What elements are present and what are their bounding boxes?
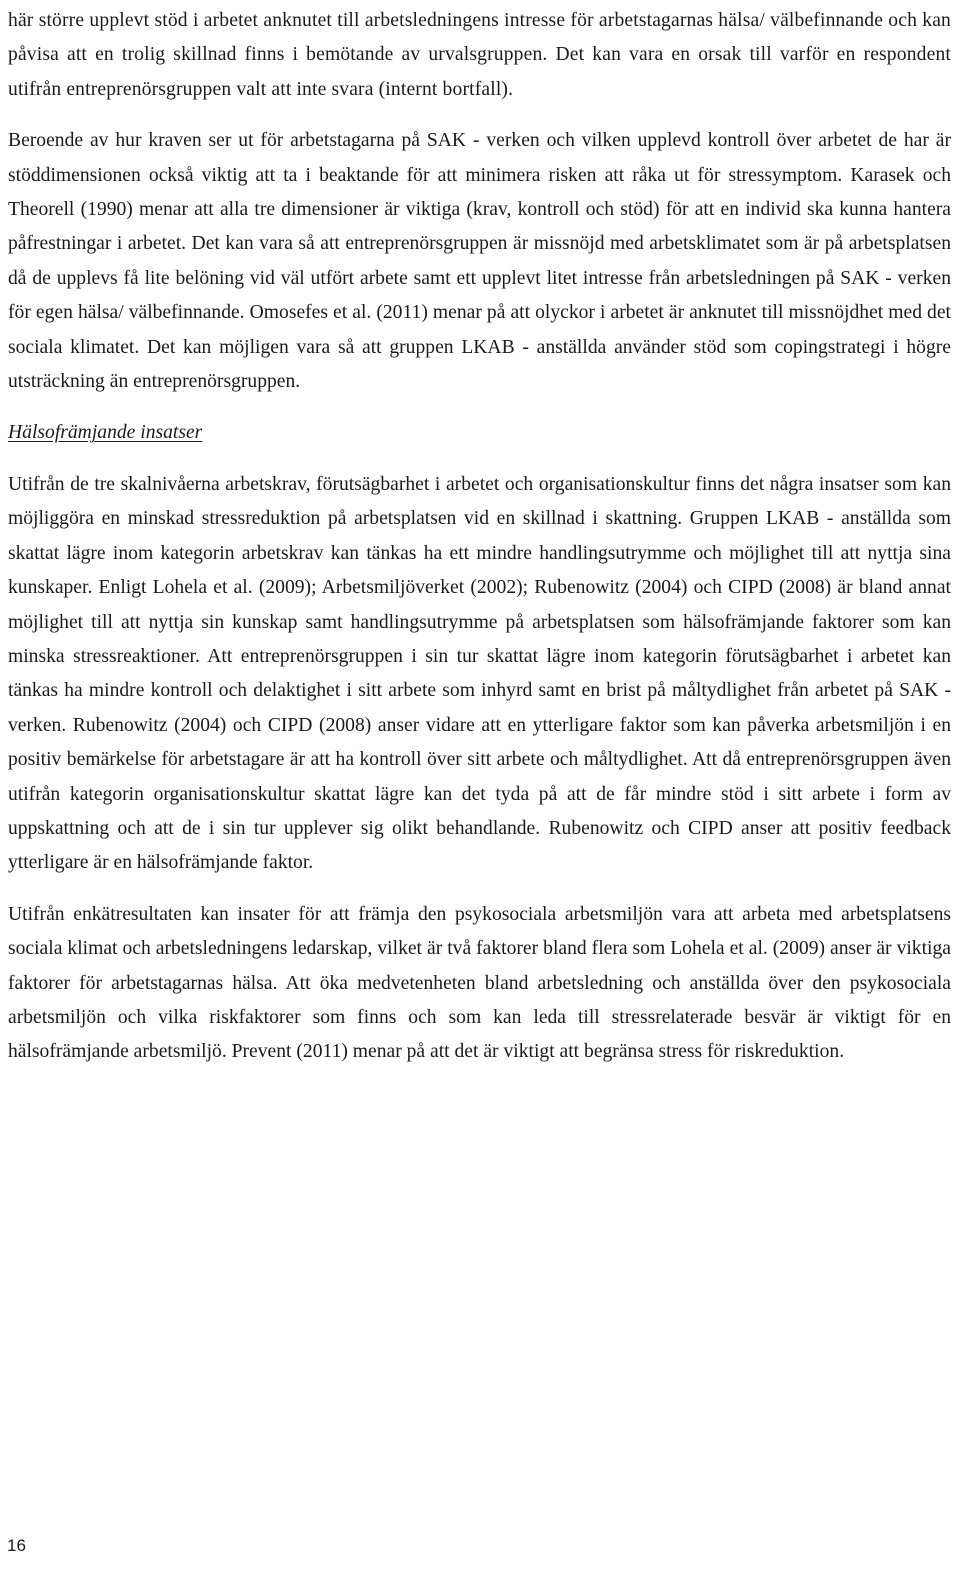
page-number: 16: [7, 1536, 26, 1555]
paragraph-health-interventions: Utifrån de tre skalnivåerna arbetskrav, förutsägbarhet i arbetet och organisationskultur finns det några insatser som kan möjliggöra en minskad stressreduktion på arbetsplatsen vid en skillnad i skattning. Gruppen LKAB - anställda som skattat lägre inom kategorin arbetskrav kan tänkas ha ett mindre handlingsutrymme och möjlighet till att nyttja sina kunskaper. Enligt Lohela et al. (2009); Arbetsmiljöverket (2002); Rubenowitz (2004) och CIPD (2008) är bland annat möjlighet till att nyttja sin kunskap samt handlingsutrymme på arbetsplatsen som hälsofrämjande faktorer som kan minska stressreaktioner. Att entreprenörsgruppen i sin tur skattat lägre inom kategorin förutsägbarhet i arbetet kan tänkas ha mindre kontroll och delaktighet i sitt arbete som inhyrd samt en brist på måltydlighet från arbetet på SAK - verken. Rubenowitz (2004) och CIPD (2008) anser vidare att en ytterligare faktor som kan påverka arbetsmiljön i en positiv bemärkelse för arbetstagare är att ha kontroll över sitt arbete och måltydlighet. Att då entreprenörsgruppen även utifrån kategorin organisationskultur skattat lägre kan det tyda på att de får mindre stöd i sitt arbete i form av uppskattning och att de i sin tur upplever sig olikt behandlande. Rubenowitz och CIPD anser att positiv feedback ytterligare är en hälsofrämjande faktor.: [8, 473, 951, 874]
paragraph-survey-results: Utifrån enkätresultaten kan insater för att främja den psykosociala arbetsmiljön vara att arbeta med arbetsplatsens sociala klimat och arbetsledningens ledarskap, vilket är två faktorer bland flera som Lohela et al. (2009) anser är viktiga faktorer för arbetstagarnas hälsa. Att öka medvetenheten bland arbetsledning och anställda över den psykosociala arbetsmiljön och vilka riskfaktorer som finns och som kan leda till stressrelaterade besvär är viktigt för en hälsofrämjande arbetsmiljö. Prevent (2011) menar på att det är viktigt att begränsa stress för riskreduktion.: [8, 903, 951, 1063]
section-heading: Hälsofrämjande insatser: [8, 422, 203, 444]
page-content: [8, 4, 951, 1070]
paragraph-support-dimension: Beroende av hur kraven ser ut för arbetstagarna på SAK - verken och vilken upplevd kontroll över arbetet de har är stöddimensionen också viktig att ta i beaktande för att minimera risken att råka ut för stressymptom. Karasek och Theorell (1990) menar att alla tre dimensioner är viktiga (krav, kontroll och stöd) för att en individ ska kunna hantera påfrestningar i arbetet. Det kan vara så att entreprenörsgruppen är missnöjd med arbetsklimatet som är på arbetsplatsen då de upplevs få lite belöning vid väl utfört arbete samt ett upplevt litet intresse från arbetsledningen på SAK - verken för egen hälsa/ välbefinnande. Omosefes et al. (2011) menar på att olyckor i arbetet är anknutet till missnöjdhet med det sociala klimatet. Det kan möjligen vara så att gruppen LKAB - anställda använder stöd som copingstrategi i högre utsträckning än entreprenörsgruppen.: [8, 130, 951, 393]
paragraph-continuation: här större upplevt stöd i arbetet anknutet till arbetsledningens intresse för arbetstagarnas hälsa/ välbefinnande och kan påvisa att en trolig skillnad finns i bemötande av urvalsgruppen. Det kan vara en orsak till varför en respondent utifrån entreprenörsgruppen valt att inte svara (internt bortfall).: [8, 10, 951, 100]
